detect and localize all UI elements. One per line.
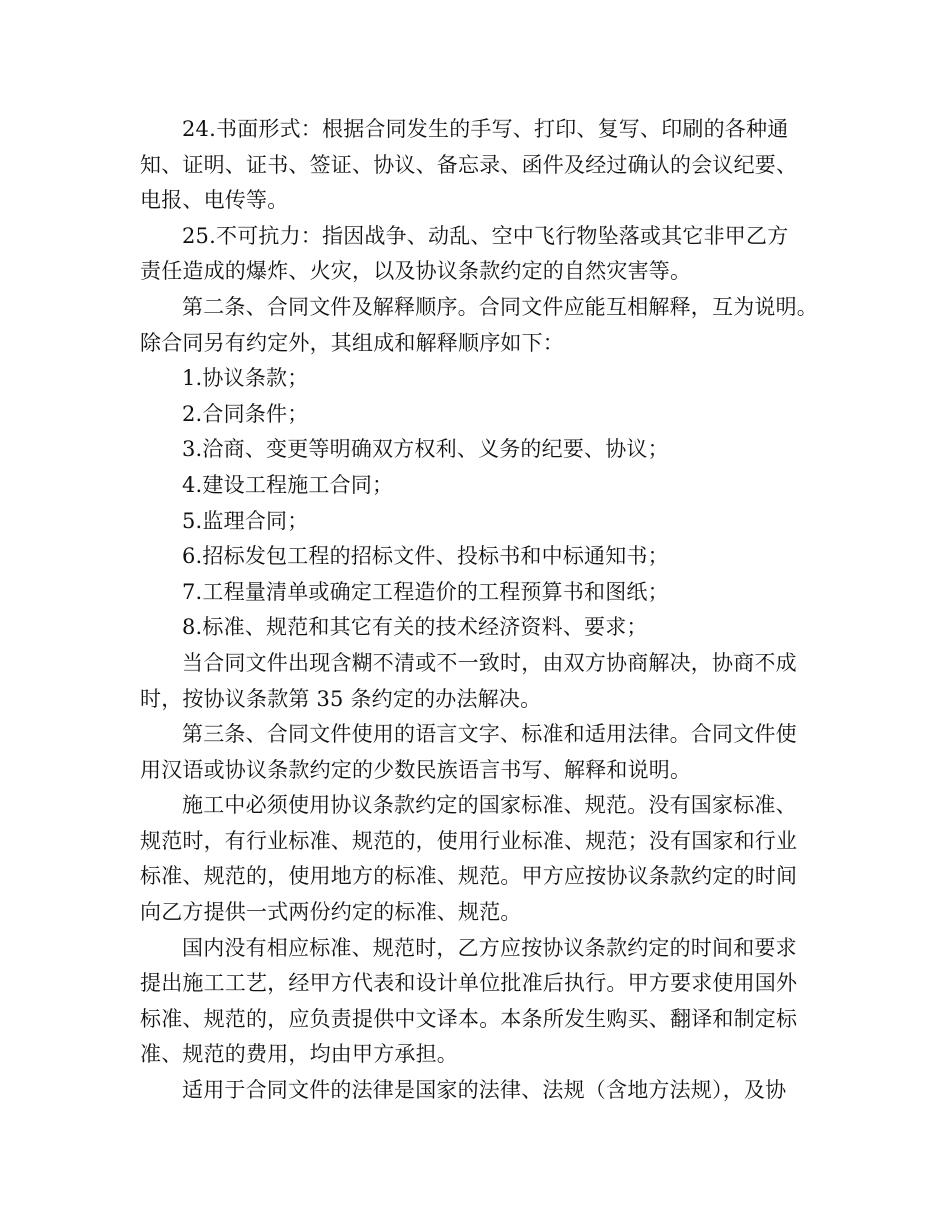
paragraph-standards xyxy=(140,788,840,930)
text-line: 24.书面形式：根据合同发生的手写、打印、复写、印刷的各种通 xyxy=(182,117,789,141)
list-item xyxy=(140,397,840,433)
list-item xyxy=(140,539,840,575)
text-line: 提出施工工艺，经甲方代表和设计单位批准后执行。甲方要求使用国外 xyxy=(140,971,798,996)
text-line: 2.合同条件； xyxy=(182,401,309,426)
text-line: 电报、电传等。 xyxy=(140,188,289,213)
text-line: 25.不可抗力：指因战争、动乱、空中飞行物坠落或其它非甲乙方 xyxy=(182,223,789,248)
text-line: 准、规范的费用，均由甲方承担。 xyxy=(140,1042,458,1067)
text-line: 4.建设工程施工合同； xyxy=(182,472,394,497)
paragraph-applicable-law xyxy=(140,1073,840,1109)
list-item xyxy=(140,361,840,397)
text-line: 7.工程量清单或确定工程造价的工程预算书和图纸； xyxy=(182,579,669,604)
text-line: 时，按协议条款第 35 条约定的办法解决。 xyxy=(140,686,542,711)
text-line: 除合同另有约定外，其组成和解释顺序如下： xyxy=(140,330,564,355)
text-line: 用汉语或协议条款约定的少数民族语言书写、解释和说明。 xyxy=(140,757,692,782)
text-line: 3.洽商、变更等明确双方权利、义务的纪要、协议； xyxy=(182,437,669,462)
list-item xyxy=(140,610,840,646)
text-line: 规范时，有行业标准、规范的，使用行业标准、规范；没有国家和行业 xyxy=(140,828,798,853)
list-item xyxy=(140,468,840,504)
list-item xyxy=(140,432,840,468)
text-line: 施工中必须使用协议条款约定的国家标准、规范。没有国家标准、 xyxy=(182,793,797,818)
text-line: 适用于合同文件的法律是国家的法律、法规（含地方法规），及协 xyxy=(182,1078,787,1103)
paragraph-foreign-standards xyxy=(140,931,840,1073)
list-item xyxy=(140,575,840,611)
paragraph-article-two xyxy=(140,290,840,361)
text-line: 国内没有相应标准、规范时，乙方应按协议条款约定的时间和要求 xyxy=(182,935,797,960)
text-line: 第三条、合同文件使用的语言文字、标准和适用法律。合同文件使 xyxy=(182,722,797,747)
paragraph-written-form xyxy=(140,112,840,219)
text-line: 标准、规范的，使用地方的标准、规范。甲方应按协议条款约定的时间 xyxy=(140,864,798,889)
text-line: 向乙方提供一式两份约定的标准、规范。 xyxy=(140,900,522,925)
text-line: 责任造成的爆炸、火灾，以及协议条款约定的自然灾害等。 xyxy=(140,259,692,284)
text-line: 8.标准、规范和其它有关的技术经济资料、要求； xyxy=(182,615,648,640)
text-line: 当合同文件出现含糊不清或不一致时，由双方协商解决，协商不成 xyxy=(182,650,797,675)
text-line: 5.监理合同； xyxy=(182,508,309,533)
text-line: 1.协议条款； xyxy=(182,366,309,391)
paragraph-force-majeure xyxy=(140,219,840,290)
text-line: 6.招标发包工程的招标文件、投标书和中标通知书； xyxy=(182,544,669,569)
text-line: 标准、规范的，应负责提供中文译本。本条所发生购买、翻译和制定标 xyxy=(140,1006,798,1031)
paragraph-article-three xyxy=(140,717,840,788)
paragraph-ambiguity xyxy=(140,646,840,717)
text-line: 知、证明、证书、签证、协议、备忘录、函件及经过确认的会议纪要、 xyxy=(140,152,798,177)
list-item xyxy=(140,504,840,540)
text-line: 第二条、合同文件及解释顺序。合同文件应能互相解释，互为说明。 xyxy=(182,294,818,319)
document-body xyxy=(140,112,840,1109)
